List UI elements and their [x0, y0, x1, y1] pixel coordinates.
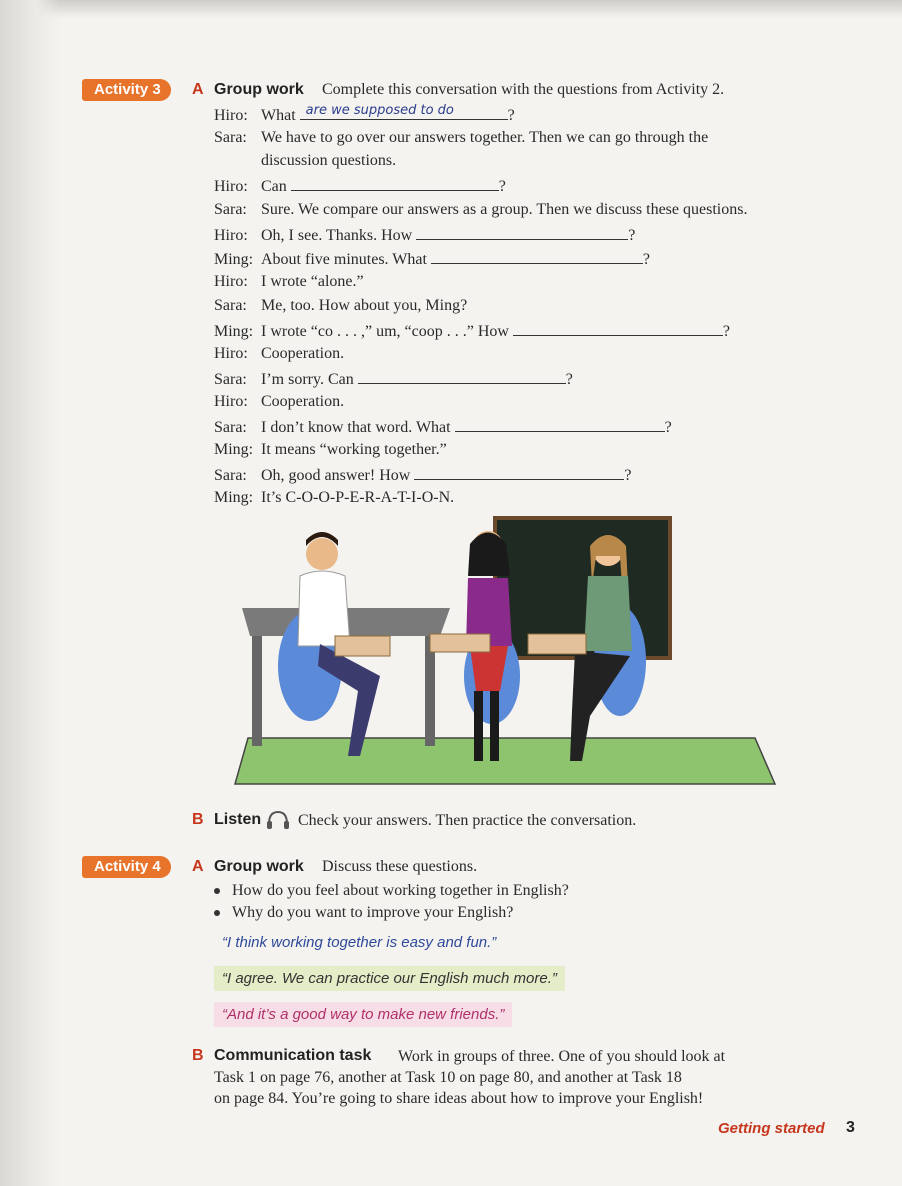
communication-task-line-1: Work in groups of three. One of you should look at: [398, 1048, 726, 1065]
footer-section-title: Getting started: [718, 1120, 825, 1137]
activity-4-part-a-letter: A: [192, 858, 204, 875]
speaker: Hiro:: [214, 393, 248, 410]
speaker: Sara:: [214, 129, 247, 146]
page-top-edge: [0, 0, 902, 18]
conversation-line: [214, 417, 672, 437]
conversation-line: [214, 465, 631, 485]
speaker: Ming:: [214, 441, 254, 458]
activity-3-part-a-title: Group work: [214, 81, 304, 98]
activity-4-badge: Activity 4: [82, 856, 171, 878]
floor-rug: [235, 738, 775, 784]
line-text: We have to go over our answers together. Then we can go through the: [261, 129, 709, 146]
bullet-dot: [214, 910, 220, 916]
activity-3-part-b-instruction: Check your answers. Then practice the conversation.: [298, 812, 637, 829]
speaker: Ming:: [214, 323, 254, 340]
page-binding-shadow: [0, 0, 60, 1186]
question-mark: ?: [642, 251, 651, 268]
example-quote-1: “I think working together is easy and fun.”: [222, 934, 497, 951]
activity-3-badge: Activity 3: [82, 79, 171, 101]
activity-4-part-b-title: Communication task: [214, 1047, 372, 1064]
speaker: Hiro:: [214, 273, 248, 290]
conversation-line: [214, 129, 708, 147]
students-classroom-illustration: [230, 516, 780, 786]
line-text: It means “working together.”: [261, 441, 447, 458]
speaker: Hiro:: [214, 178, 248, 195]
speaker: Ming:: [214, 251, 254, 268]
line-text: Me, too. How about you, Ming?: [261, 297, 468, 314]
speaker: Ming:: [214, 489, 254, 506]
speaker: Sara:: [214, 419, 247, 436]
discussion-question: [214, 882, 569, 900]
example-quote-2: “I agree. We can practice our English much more.”: [214, 966, 565, 991]
line-text: Oh, good answer! How: [261, 467, 411, 484]
line-text: I wrote “alone.”: [261, 273, 364, 290]
speaker: Hiro:: [214, 107, 248, 124]
question-mark: ?: [628, 227, 636, 244]
line-text: Cooperation.: [261, 345, 345, 362]
conversation-line: [214, 441, 447, 459]
line-text: I don’t know that word. What: [261, 419, 451, 436]
student-man: [306, 538, 338, 570]
speaker: Sara:: [214, 201, 247, 218]
question-mark: ?: [498, 178, 506, 195]
headphones-icon[interactable]: [266, 810, 290, 830]
line-text: Sure. We compare our answers as a group. Then we discuss these questions.: [261, 201, 748, 218]
activity-3-part-a-letter: A: [192, 81, 204, 98]
conversation-line: [214, 345, 344, 363]
page-number: 3: [846, 1119, 855, 1136]
conversation-line: [214, 393, 344, 411]
speaker: Hiro:: [214, 227, 248, 244]
line-text: What: [261, 107, 296, 124]
speaker: Hiro:: [214, 345, 248, 362]
line-text: It’s C-O-O-P-E-R-A-T-I-O-N.: [261, 489, 455, 506]
communication-task-line-2: Task 1 on page 76, another at Task 10 on page 80, and another at Task 18: [214, 1069, 682, 1086]
question-mark: ?: [565, 371, 573, 388]
question-mark: ?: [624, 467, 632, 484]
conversation-line: [214, 321, 730, 341]
example-quote-3: “And it’s a good way to make new friends.”: [214, 1002, 512, 1027]
communication-task-line-3: on page 84. You’re going to share ideas about how to improve your English!: [214, 1090, 704, 1107]
line-text: About five minutes. What: [261, 251, 427, 268]
conversation-line: [214, 201, 747, 219]
conversation-line: [214, 105, 515, 125]
answer-blank[interactable]: [358, 369, 566, 384]
answer-blank[interactable]: [414, 465, 624, 480]
answer-blank[interactable]: [513, 321, 723, 336]
activity-4-part-a-title: Group work: [214, 858, 304, 875]
activity-3-part-b-letter: B: [192, 811, 204, 828]
conversation-line: [214, 249, 650, 269]
question-mark: ?: [507, 107, 515, 124]
answer-blank[interactable]: [300, 105, 508, 120]
conversation-line: [214, 489, 454, 507]
question-mark: ?: [722, 323, 731, 340]
question-text: Why do you want to improve your English?: [232, 904, 514, 921]
answer-blank[interactable]: [455, 417, 665, 432]
handwritten-answer: are we supposed to do: [305, 103, 454, 118]
conversation-line: [214, 225, 635, 245]
conversation-line: [214, 273, 364, 291]
answer-blank[interactable]: [416, 225, 628, 240]
question-mark: ?: [664, 419, 672, 436]
speaker: Sara:: [214, 371, 247, 388]
line-text: Can: [261, 178, 287, 195]
conversation-line: [214, 297, 467, 315]
answer-blank[interactable]: [291, 176, 499, 191]
activity-3-part-b-title: Listen: [214, 811, 262, 828]
discussion-question: [214, 904, 513, 922]
answer-blank[interactable]: [431, 249, 643, 264]
conversation-line: [214, 176, 506, 196]
line-text: I’m sorry. Can: [261, 371, 354, 388]
conversation-line: [214, 152, 396, 170]
question-text: How do you feel about working together in English?: [232, 882, 569, 899]
activity-3-part-a-instruction: Complete this conversation with the questions from Activity 2.: [322, 81, 725, 98]
line-text: Oh, I see. Thanks. How: [261, 227, 413, 244]
activity-4-part-a-instruction: Discuss these questions.: [322, 858, 478, 875]
speaker: Sara:: [214, 467, 247, 484]
bullet-dot: [214, 888, 220, 894]
line-text: discussion questions.: [261, 152, 397, 169]
line-text: I wrote “co . . . ,” um, “coop . . .” How: [261, 323, 509, 340]
line-text: Cooperation.: [261, 393, 345, 410]
speaker: Sara:: [214, 297, 247, 314]
conversation-line: [214, 369, 573, 389]
activity-4-part-b-letter: B: [192, 1047, 204, 1064]
